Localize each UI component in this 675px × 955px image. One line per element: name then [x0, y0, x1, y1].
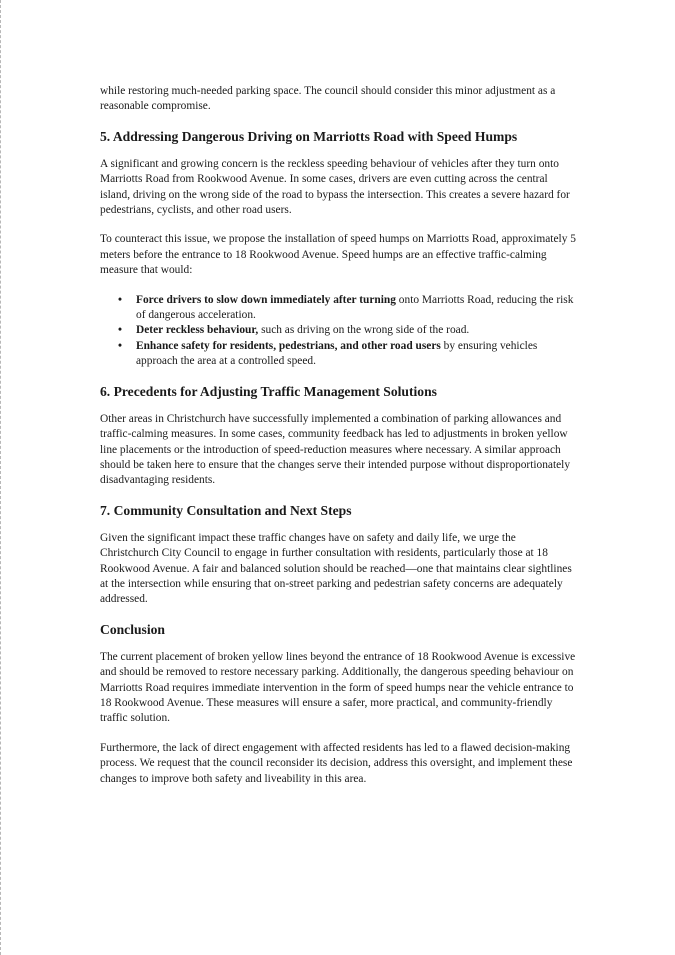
speed-hump-benefits-list — [100, 293, 576, 370]
list-item-bold: Deter reckless behaviour, — [136, 324, 259, 337]
list-item-text: by ensuring vehicles approach the area at a controlled speed. — [136, 339, 538, 368]
section-5-heading: 5. Addressing Dangerous Driving on Marriotts Road with Speed Humps — [100, 128, 518, 144]
section-6-heading: 6. Precedents for Adjusting Traffic Management Solutions — [100, 383, 437, 399]
document-body — [100, 84, 576, 787]
section-6-paragraph-1: Other areas in Christchurch have successfully implemented a combination of parking allowances and traffic-calming measures. In some cases, community feedback has led to adjustments in broken yellow line placements or the introduction of speed-reduction measures where necessary. A similar approach should be taken here to ensure that the changes serve their intended purpose without disproportionately disadvantaging residents. — [100, 412, 571, 487]
intro-paragraph: while restoring much-needed parking space. The council should consider this minor adjustment as a reasonable compromise. — [100, 85, 556, 113]
list-item-bold: Force drivers to slow down immediately after turning — [136, 293, 396, 306]
list-item-text: onto Marriotts Road, reducing the risk of dangerous acceleration. — [136, 293, 574, 322]
bullet-icon: • — [118, 339, 122, 352]
list-item-text: such as driving on the wrong side of the road. — [258, 324, 470, 337]
list-item — [118, 293, 576, 324]
list-item-bold: Enhance safety for residents, pedestrians, and other road users — [136, 339, 441, 352]
list-item — [118, 339, 576, 370]
conclusion-paragraph-2: Furthermore, the lack of direct engagement with affected residents has led to a flawed decision-making process. We request that the council reconsider its decision, address this oversight, and implement these changes to improve both safety and liveability in this area. — [100, 741, 573, 785]
section-5-paragraph-2: To counteract this issue, we propose the installation of speed humps on Marriotts Road, approximately 5 meters before the entrance to 18 Rookwood Avenue. Speed humps are an effective traffic-calming measure that would: — [100, 233, 576, 277]
section-7-paragraph-1: Given the significant impact these traffic changes have on safety and daily life, we urge the Christchurch City Council to engage in further consultation with residents, particularly those at 18 Rookwood Avenue. A fair and balanced solution should be reached—one that maintains clear sightlines at the intersection while ensuring that on-street parking and pedestrian safety concerns are adequately addressed. — [100, 531, 572, 606]
conclusion-paragraph-1: The current placement of broken yellow lines beyond the entrance of 18 Rookwood Avenue is excessive and should be removed to restore necessary parking. Additionally, the dangerous speeding behaviour on Marriotts Road requires immediate intervention in the form of speed humps near the vehicle entrance to 18 Rookwood Avenue. These measures will ensure a safer, more practical, and community-friendly traffic solution. — [100, 650, 576, 725]
list-item — [118, 323, 576, 338]
conclusion-heading: Conclusion — [100, 621, 165, 637]
bullet-icon: • — [118, 293, 122, 306]
section-7-heading: 7. Community Consultation and Next Steps — [100, 502, 352, 518]
bullet-icon: • — [118, 324, 122, 337]
page-edge — [0, 0, 3, 955]
section-5-paragraph-1: A significant and growing concern is the reckless speeding behaviour of vehicles after they turn onto Marriotts Road from Rookwood Avenue. In some cases, drivers are even cutting across the central island, driving on the wrong side of the road to bypass the intersection. This creates a severe hazard for pedestrians, cyclists, and other road users. — [100, 157, 570, 217]
